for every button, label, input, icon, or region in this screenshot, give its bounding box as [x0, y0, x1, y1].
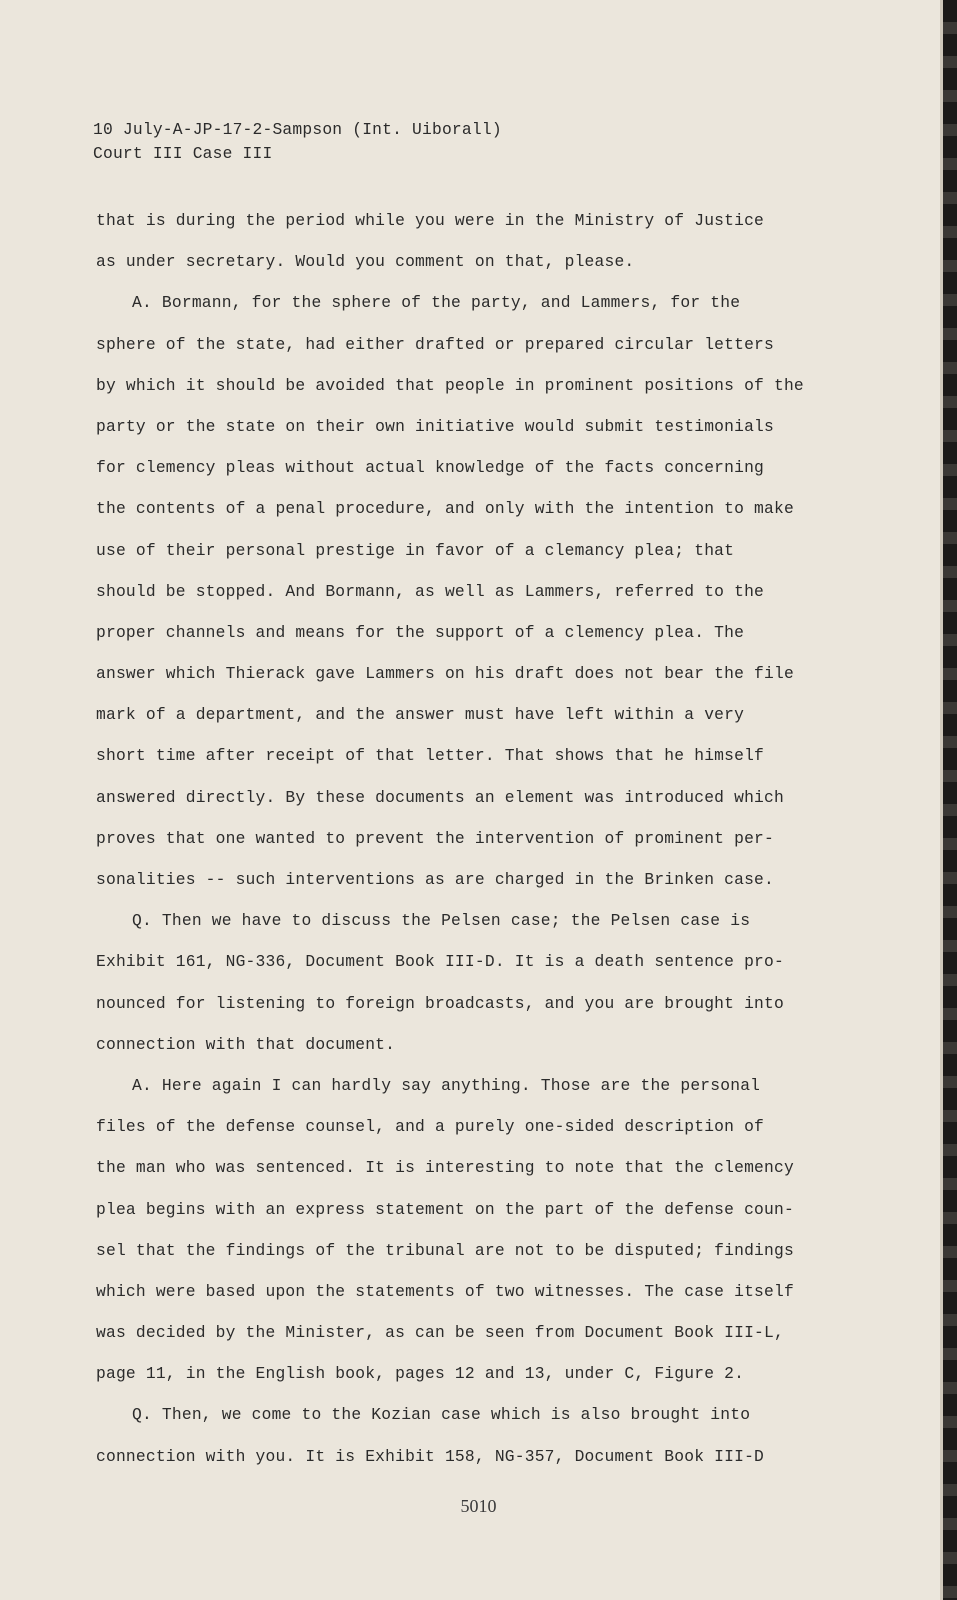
header-line-2: Court III Case III: [93, 144, 273, 163]
text-line: the man who was sentenced. It is interesting to note that the clemency: [96, 1158, 794, 1178]
text-line: connection with you. It is Exhibit 158, NG-357, Document Book III-D: [96, 1446, 765, 1466]
text-line: the contents of a penal procedure, and only with the intention to make: [96, 499, 794, 519]
transcript-body: [96, 200, 836, 1477]
text-line: answered directly. By these documents an element was introduced which: [96, 787, 784, 807]
text-line: answer which Thierack gave Lammers on his draft does not bear the file: [96, 664, 794, 684]
question-paragraph-start: Q. Then, we come to the Kozian case which is also brought into: [132, 1405, 751, 1425]
text-line: sel that the findings of the tribunal are not to be disputed; findings: [96, 1240, 794, 1260]
text-line: page 11, in the English book, pages 12 and 13, under C, Figure 2.: [96, 1364, 745, 1384]
text-line: sonalities -- such interventions as are charged in the Brinken case.: [96, 870, 774, 889]
text-line: for clemency pleas without actual knowledge of the facts concerning: [96, 458, 765, 478]
text-line: short time after receipt of that letter. That shows that he himself: [96, 746, 765, 766]
text-line: which were based upon the statements of two witnesses. The case itself: [96, 1281, 794, 1301]
text-line: sphere of the state, had either drafted or prepared circular letters: [96, 334, 774, 354]
text-line: by which it should be avoided that people in prominent positions of the: [96, 375, 804, 395]
header-line-1: 10 July-A-JP-17-2-Sampson (Int. Uiborall): [93, 120, 502, 139]
text-line: use of their personal prestige in favor of a clemancy plea; that: [96, 540, 735, 560]
text-line: connection with that document.: [96, 1034, 396, 1054]
text-line: nounced for listening to foreign broadcasts, and you are brought into: [96, 993, 784, 1013]
question-paragraph-start: Q. Then we have to discuss the Pelsen case; the Pelsen case is: [132, 911, 751, 931]
answer-paragraph-start: A. Here again I can hardly say anything. Those are the personal: [132, 1075, 761, 1095]
text-line: that is during the period while you were in the Ministry of Justice: [96, 211, 765, 230]
page-number: 5010: [460, 1496, 497, 1516]
document-header: [93, 118, 502, 166]
binding-strip: [943, 0, 957, 1600]
text-line: mark of a department, and the answer must have left within a very: [96, 705, 745, 725]
text-line: Exhibit 161, NG-336, Document Book III-D. It is a death sentence pro-: [96, 952, 784, 972]
text-line: should be stopped. And Bormann, as well as Lammers, referred to the: [96, 581, 765, 601]
text-line: proves that one wanted to prevent the intervention of prominent per-: [96, 828, 774, 848]
text-line: files of the defense counsel, and a purely one-sided description of: [96, 1117, 765, 1137]
text-line: as under secretary. Would you comment on that, please.: [96, 252, 635, 272]
answer-paragraph-start: A. Bormann, for the sphere of the party, and Lammers, for the: [132, 293, 741, 313]
text-line: proper channels and means for the support of a clemency plea. The: [96, 622, 745, 642]
text-line: plea begins with an express statement on the part of the defense coun-: [96, 1199, 794, 1219]
text-line: party or the state on their own initiative would submit testimonials: [96, 416, 774, 436]
text-line: was decided by the Minister, as can be seen from Document Book III-L,: [96, 1323, 784, 1343]
